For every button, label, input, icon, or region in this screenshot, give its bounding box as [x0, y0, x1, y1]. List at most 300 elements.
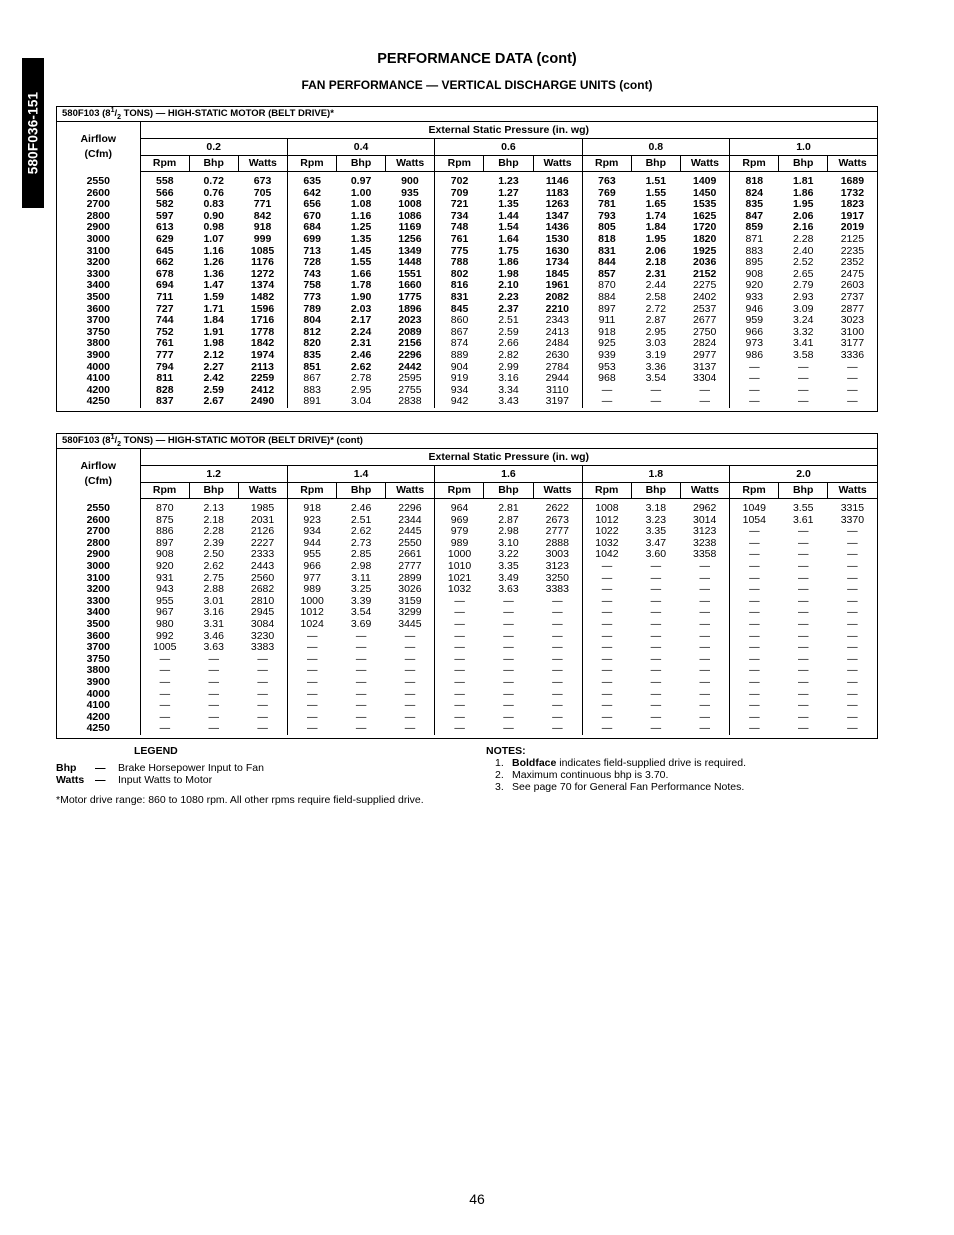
rpm-cell: 656 [303, 198, 321, 211]
watts-cell: 2784 [533, 362, 582, 374]
caption-fraction-denominator: 2 [117, 440, 122, 448]
rpm-cell: 1000 [300, 594, 324, 607]
rpm-cell: 953 [598, 360, 616, 373]
bhp-column-header: Bhp [631, 483, 680, 499]
rpm-cell: 851 [303, 360, 321, 373]
airflow-cell: 4200 [57, 712, 140, 724]
watts-cell: 2412 [238, 385, 287, 397]
motor-drive-footnote: *Motor drive range: 860 to 1080 rpm. All other rpms require field-supplied drive. [56, 794, 424, 806]
rpm-cell: — [749, 664, 760, 677]
bhp-cell: 1.08 [350, 198, 372, 211]
rpm-cell: 967 [156, 606, 174, 619]
watts-cell: 2630 [533, 350, 582, 362]
rpm-cell: 789 [303, 302, 321, 315]
rpm-cell: 824 [745, 186, 764, 199]
rpm-cell: — [306, 641, 318, 654]
rpm-cell: 761 [450, 232, 469, 245]
rpm-cell: 645 [156, 244, 174, 257]
rpm-cell: — [601, 699, 613, 712]
rpm-cell: 709 [450, 186, 469, 199]
rpm-cell: 989 [450, 536, 469, 549]
bhp-cell: — [503, 594, 514, 607]
rpm-cell: — [749, 536, 760, 549]
performance-table-2 [56, 433, 878, 739]
watts-cell: 3110 [533, 385, 582, 397]
legend-definition: Brake Horsepower Input to Fan [118, 762, 264, 774]
pressure-header: 0.8 [582, 139, 729, 156]
rpm-cell: 889 [450, 348, 469, 361]
bhp-cell: 3.04 [350, 395, 372, 408]
watts-cell: — [238, 689, 287, 701]
bhp-cell: — [355, 687, 367, 700]
bhp-cell: — [797, 606, 809, 619]
airflow-cell: 4100 [57, 373, 140, 385]
airflow-cell: 3000 [57, 234, 140, 246]
watts-cell: 3445 [386, 619, 435, 631]
bhp-cell: 2.17 [350, 314, 372, 327]
airflow-cell: 3400 [57, 280, 140, 292]
watts-cell: 2622 [533, 499, 582, 515]
bhp-cell: — [797, 594, 809, 607]
bhp-cell: — [650, 664, 662, 677]
bhp-column-header: Bhp [189, 156, 238, 172]
watts-cell: 1349 [386, 246, 435, 258]
bhp-cell: 2.85 [350, 548, 372, 561]
airflow-cell: 3300 [57, 269, 140, 281]
rpm-cell: 802 [450, 267, 469, 280]
watts-cell: 2082 [533, 292, 582, 304]
bhp-cell: 2.03 [350, 302, 372, 315]
table-row [57, 315, 877, 327]
legend-dash: — [95, 762, 106, 774]
rpm-cell: — [749, 525, 760, 538]
bhp-cell: 3.43 [498, 395, 519, 408]
rpm-cell: — [749, 583, 760, 596]
bhp-cell: — [650, 687, 662, 700]
watts-cell: — [847, 687, 858, 700]
esp-header: External Static Pressure (in. wg) [140, 449, 877, 466]
watts-cell: 3003 [533, 549, 582, 561]
pressure-header: 1.6 [435, 466, 582, 483]
rpm-cell: 955 [303, 548, 321, 561]
notes-title: NOTES: [486, 745, 526, 757]
airflow-cell: 2550 [57, 499, 140, 515]
bhp-cell: 1.74 [645, 209, 667, 222]
watts-cell: 2560 [238, 573, 287, 585]
caption-fraction-denominator: 2 [117, 113, 122, 121]
airflow-cell: 4250 [57, 723, 140, 735]
pressure-header: 1.0 [730, 139, 878, 156]
watts-cell: 2673 [533, 515, 582, 527]
bhp-cell: — [650, 652, 662, 665]
bhp-cell: — [503, 629, 514, 642]
rpm-cell: — [454, 629, 465, 642]
rpm-column-header: Rpm [582, 156, 631, 172]
bhp-cell: — [797, 525, 809, 538]
watts-cell: 2259 [238, 373, 287, 385]
rpm-cell: 713 [303, 244, 321, 257]
rpm-cell: 820 [303, 337, 321, 350]
rpm-cell: — [749, 652, 760, 665]
bhp-cell: 2.72 [645, 302, 667, 315]
watts-cell: 2023 [386, 315, 435, 327]
bhp-cell: — [208, 664, 219, 677]
airflow-cell: 3100 [57, 246, 140, 258]
watts-column-header: Watts [386, 156, 435, 172]
rpm-cell: 699 [303, 232, 321, 245]
rpm-cell: 969 [450, 513, 469, 526]
rpm-cell: 1008 [595, 502, 619, 514]
perf-grid [57, 449, 877, 735]
bhp-cell: 1.16 [203, 244, 224, 257]
caption-fraction-numerator: 1 [110, 106, 115, 114]
table-row [57, 172, 877, 188]
bhp-cell: 1.51 [645, 175, 667, 187]
rpm-cell: 775 [450, 244, 469, 257]
watts-cell: 1732 [840, 186, 865, 199]
watts-cell: 2296 [386, 350, 435, 362]
bhp-cell: 0.98 [203, 221, 224, 234]
rpm-cell: 566 [156, 186, 174, 199]
bhp-cell: 2.39 [203, 536, 224, 549]
bhp-cell: 3.46 [203, 629, 224, 642]
bhp-cell: 2.28 [203, 525, 224, 538]
pressure-header: 0.4 [287, 139, 434, 156]
watts-cell: — [847, 699, 858, 712]
bhp-cell: 2.50 [203, 548, 224, 561]
rpm-cell: — [159, 675, 171, 688]
rpm-cell: 860 [450, 314, 469, 327]
watts-cell: — [386, 642, 435, 654]
bhp-cell: 0.83 [203, 198, 224, 211]
rpm-cell: 1010 [447, 559, 472, 572]
bhp-cell: — [650, 710, 662, 723]
watts-cell: — [847, 617, 858, 630]
bhp-cell: 1.35 [498, 198, 519, 211]
rpm-cell: — [159, 652, 171, 665]
bhp-cell: — [355, 641, 367, 654]
rpm-cell: 895 [745, 256, 764, 269]
airflow-header-line1: Airflow [80, 132, 117, 145]
table-row [57, 292, 877, 304]
bhp-cell: — [797, 583, 809, 596]
perf-grid [57, 122, 877, 408]
note-text: Maximum continuous bhp is 3.70. [512, 769, 669, 781]
rpm-cell: — [601, 395, 613, 408]
watts-cell: — [680, 712, 729, 724]
bhp-cell: — [355, 699, 367, 712]
bhp-cell: 3.63 [498, 583, 519, 596]
rpm-cell: — [454, 617, 465, 630]
rpm-cell: — [749, 383, 760, 396]
legend-dash: — [95, 774, 106, 786]
rpm-cell: — [749, 548, 760, 561]
caption-fraction-numerator: 1 [110, 433, 115, 441]
rpm-cell: — [749, 629, 760, 642]
bhp-cell: 1.75 [498, 244, 519, 257]
bhp-cell: 2.46 [350, 502, 372, 514]
bhp-cell: 1.07 [203, 232, 224, 245]
watts-cell: 2750 [680, 327, 729, 339]
bhp-cell: 2.98 [350, 559, 372, 572]
watts-cell: — [533, 700, 582, 712]
watts-cell: — [680, 396, 729, 408]
watts-cell: 2824 [680, 338, 729, 350]
legend-title: LEGEND [134, 745, 178, 757]
rpm-cell: 670 [303, 209, 321, 222]
watts-cell: 1823 [840, 198, 865, 211]
airflow-cell: 4000 [57, 689, 140, 701]
legend-definition: Input Watts to Motor [118, 774, 213, 786]
rpm-cell: — [601, 652, 613, 665]
bhp-cell: 1.25 [350, 221, 372, 234]
rpm-cell: 964 [450, 502, 469, 514]
rpm-cell: — [601, 722, 613, 735]
bhp-cell: 1.90 [350, 290, 372, 303]
rpm-cell: 728 [303, 256, 321, 269]
rpm-cell: 904 [450, 360, 469, 373]
watts-cell: 2977 [680, 350, 729, 362]
rpm-cell: — [601, 594, 613, 607]
watts-cell: 705 [238, 188, 287, 200]
watts-cell: 2944 [533, 373, 582, 385]
bhp-cell: 2.75 [203, 571, 224, 584]
rpm-column-header: Rpm [287, 483, 336, 499]
watts-cell: — [238, 665, 287, 677]
bhp-cell: — [503, 675, 514, 688]
caption-prefix: 580F103 (8 [62, 435, 111, 446]
bhp-column-header: Bhp [337, 156, 386, 172]
rpm-cell: 844 [598, 256, 616, 269]
watts-cell: — [847, 606, 858, 619]
rpm-cell: 847 [745, 209, 764, 222]
watts-cell: — [847, 559, 858, 572]
rpm-cell: 934 [303, 525, 321, 538]
rpm-column-header: Rpm [140, 483, 189, 499]
watts-cell: 3100 [840, 325, 865, 338]
rpm-cell: 748 [450, 221, 469, 234]
bhp-cell: — [650, 395, 662, 408]
bhp-cell: 2.06 [645, 244, 667, 257]
rpm-cell: — [454, 641, 465, 654]
bhp-cell: — [650, 617, 662, 630]
rpm-cell: 986 [745, 348, 764, 361]
bhp-cell: 0.76 [203, 186, 224, 199]
rpm-cell: 629 [156, 232, 174, 245]
watts-cell: — [680, 665, 729, 677]
watts-cell: 1896 [386, 304, 435, 316]
watts-cell: — [680, 654, 729, 666]
watts-column-header: Watts [238, 483, 287, 499]
watts-cell: 1961 [533, 280, 582, 292]
airflow-cell: 3100 [57, 573, 140, 585]
bhp-cell: — [797, 629, 809, 642]
note-item [495, 769, 668, 781]
bhp-cell: — [797, 722, 809, 735]
bhp-cell: 2.27 [203, 360, 224, 373]
rpm-cell: 818 [598, 232, 616, 245]
bhp-cell: — [355, 629, 367, 642]
rpm-cell: 942 [450, 395, 469, 408]
bhp-cell: 2.59 [498, 325, 519, 338]
rpm-cell: — [306, 664, 318, 677]
rpm-cell: 818 [745, 175, 764, 187]
rpm-cell: 966 [303, 559, 321, 572]
bhp-cell: — [650, 583, 662, 596]
rpm-cell: — [601, 606, 613, 619]
rpm-cell: 1032 [447, 583, 472, 596]
watts-cell: 2603 [840, 279, 865, 292]
bhp-cell: 3.47 [645, 536, 667, 549]
bhp-cell: 2.58 [645, 290, 667, 303]
bhp-cell: — [355, 675, 367, 688]
watts-cell: 1842 [238, 338, 287, 350]
watts-cell: 1256 [386, 234, 435, 246]
bhp-cell: — [208, 699, 219, 712]
bhp-cell: 3.25 [350, 583, 372, 596]
watts-cell: 3123 [533, 561, 582, 573]
rpm-cell: — [601, 571, 613, 584]
rpm-cell: 977 [303, 571, 321, 584]
watts-cell: — [847, 372, 858, 385]
bhp-cell: 3.39 [350, 594, 372, 607]
rpm-cell: — [749, 617, 760, 630]
rpm-cell: 989 [303, 583, 321, 596]
rpm-cell: 1049 [742, 502, 766, 514]
watts-cell: 1482 [238, 292, 287, 304]
bhp-cell: 2.73 [350, 536, 372, 549]
watts-cell: 2595 [386, 373, 435, 385]
watts-cell: 2296 [386, 499, 435, 515]
watts-cell: — [847, 722, 858, 735]
pressure-header: 0.2 [140, 139, 287, 156]
rpm-cell: 811 [156, 372, 174, 385]
airflow-cell: 3700 [57, 642, 140, 654]
rpm-cell: 793 [598, 209, 616, 222]
airflow-cell: 3900 [57, 350, 140, 362]
rpm-cell: — [306, 675, 318, 688]
table-body [57, 499, 877, 735]
rpm-cell: — [601, 559, 613, 572]
watts-cell: 1535 [680, 199, 729, 211]
bhp-cell: 3.01 [203, 594, 224, 607]
bhp-cell: 2.81 [498, 502, 519, 514]
page-title: PERFORMANCE DATA (cont) [377, 51, 577, 67]
watts-cell: 1450 [680, 188, 729, 200]
bhp-cell: 3.69 [350, 617, 372, 630]
bhp-cell: 2.65 [792, 267, 814, 280]
rpm-cell: 874 [450, 337, 469, 350]
watts-cell: 3123 [680, 526, 729, 538]
watts-cell: — [847, 395, 858, 408]
watts-cell: — [847, 383, 858, 396]
watts-cell: 2235 [840, 244, 865, 257]
rpm-cell: 979 [450, 525, 469, 538]
bhp-cell: 1.65 [645, 198, 667, 211]
bhp-cell: — [650, 675, 662, 688]
caption-prefix: 580F103 (8 [62, 108, 111, 119]
airflow-cell: 2900 [57, 549, 140, 561]
bhp-cell: — [650, 559, 662, 572]
airflow-cell: 3800 [57, 665, 140, 677]
bhp-cell: — [797, 664, 809, 677]
airflow-cell: 3400 [57, 607, 140, 619]
bhp-cell: 2.40 [792, 244, 814, 257]
bhp-cell: 3.60 [645, 548, 667, 561]
watts-cell: 2962 [680, 499, 729, 515]
watts-cell: — [238, 712, 287, 724]
watts-cell: 1630 [533, 246, 582, 258]
watts-cell: 2113 [238, 362, 287, 374]
rpm-cell: 897 [598, 302, 616, 315]
airflow-cell: 3750 [57, 327, 140, 339]
watts-cell: 1925 [680, 246, 729, 258]
watts-cell: — [386, 665, 435, 677]
rpm-cell: — [454, 710, 465, 723]
watts-cell: 935 [386, 188, 435, 200]
bhp-cell: — [355, 710, 367, 723]
bhp-cell: 2.52 [792, 256, 814, 269]
rpm-cell: 1042 [595, 548, 619, 561]
bhp-cell: — [503, 710, 514, 723]
bhp-cell: — [797, 652, 809, 665]
watts-cell: 2036 [680, 257, 729, 269]
rpm-cell: 867 [450, 325, 469, 338]
rpm-cell: — [454, 652, 465, 665]
watts-cell: — [386, 700, 435, 712]
watts-cell: 2333 [238, 549, 287, 561]
bhp-cell: 2.46 [350, 348, 372, 361]
bhp-cell: 1.59 [203, 290, 224, 303]
watts-cell: 2210 [533, 304, 582, 316]
rpm-cell: 911 [598, 314, 616, 327]
rpm-cell: 694 [156, 279, 174, 292]
bhp-cell: 3.10 [498, 536, 519, 549]
bhp-cell: 3.24 [792, 314, 814, 327]
rpm-cell: 1012 [595, 513, 619, 526]
watts-cell: 2550 [386, 538, 435, 550]
airflow-cell: 4250 [57, 396, 140, 408]
rpm-cell: — [601, 629, 613, 642]
watts-cell: 1660 [386, 280, 435, 292]
bhp-cell: — [208, 675, 219, 688]
bhp-column-header: Bhp [189, 483, 238, 499]
bhp-cell: 3.16 [203, 606, 224, 619]
bhp-cell: — [797, 372, 809, 385]
bhp-cell: 2.66 [498, 337, 519, 350]
rpm-cell: 582 [156, 198, 174, 211]
bhp-cell: — [503, 641, 514, 654]
rpm-cell: 777 [156, 348, 174, 361]
note-number: 1. [495, 757, 504, 769]
bhp-cell: 2.51 [498, 314, 519, 327]
bhp-cell: 1.35 [350, 232, 372, 245]
bhp-cell: — [797, 571, 809, 584]
page-subtitle: FAN PERFORMANCE — VERTICAL DISCHARGE UNITS (cont) [301, 78, 653, 92]
rpm-cell: 763 [598, 175, 616, 187]
watts-cell: 1146 [533, 172, 582, 188]
watts-cell: 2445 [386, 526, 435, 538]
note-item [495, 781, 744, 793]
bhp-cell: 1.66 [350, 267, 372, 280]
watts-cell: 2443 [238, 561, 287, 573]
pressure-header: 0.6 [435, 139, 582, 156]
page-number: 46 [469, 1191, 485, 1207]
watts-cell: 1689 [840, 175, 865, 187]
rpm-cell: 870 [156, 502, 174, 514]
rpm-cell: 966 [745, 325, 764, 338]
watts-cell: 1086 [386, 211, 435, 223]
